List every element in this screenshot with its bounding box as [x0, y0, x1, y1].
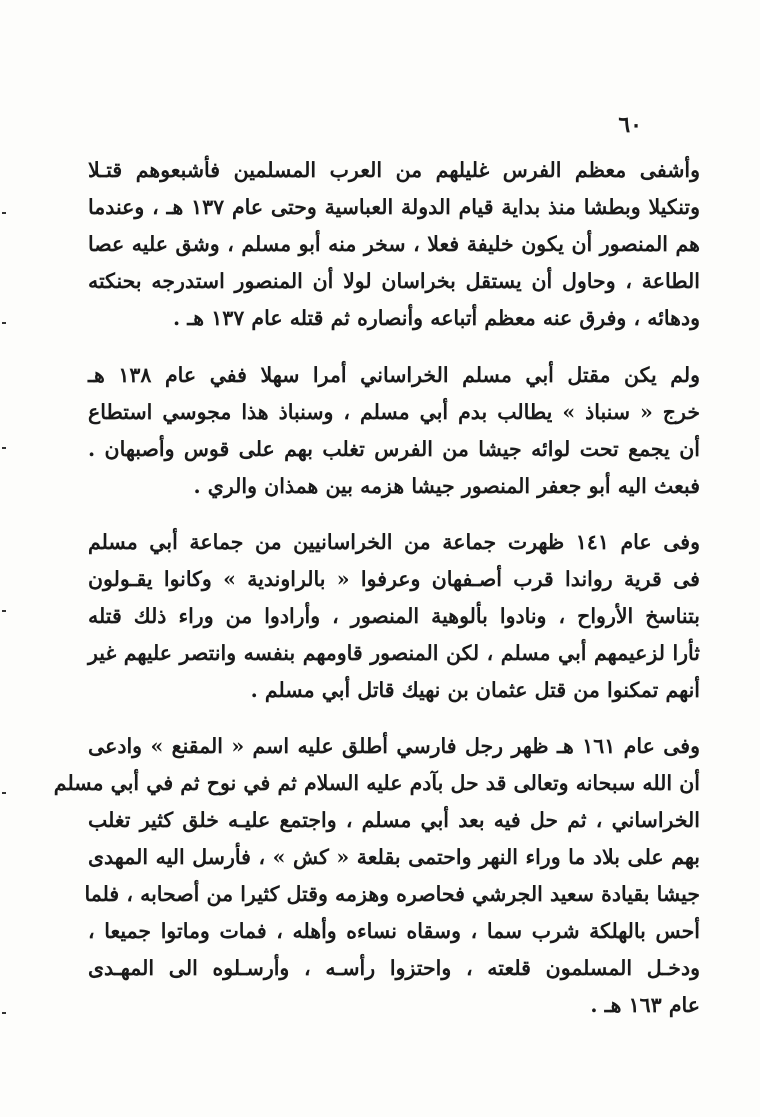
paragraph-2 — [88, 357, 700, 505]
scan-mark — [2, 610, 6, 612]
paragraph-line: ثأرا لزعيمهم أبي مسلم ، لكن المنصور قاومهم بنفسه وانتصر عليهم غير — [88, 641, 700, 665]
paragraph-line: الطاعة ، وحاول أن يستقل بخراسان لولا أن المنصور استدرجه بحنكته — [88, 269, 700, 293]
scan-mark — [2, 792, 6, 794]
scan-mark — [2, 1012, 6, 1014]
paragraph-line: الخراساني ، ثم حل فيه بعد أبي مسلم ، واجتمع عليـه خلق كثير تغلب — [88, 808, 700, 832]
paragraph-4 — [53, 728, 700, 1024]
paragraph-line: عام ١٦٣ هـ . — [590, 993, 700, 1017]
paragraph-line: فى قرية رواندا قرب أصـفهان وعرفوا « بالراوندية » وكانوا يقـولون — [88, 567, 700, 591]
paragraph-line: أن يجمع تحت لوائه جيشا من الفرس تغلب بهم على قوس وأصبهان . — [88, 437, 700, 461]
paragraph-line: أنهم تمكنوا من قتل عثمان بن نهيك قاتل أبي مسلم . — [250, 678, 700, 702]
paragraph-line: ودهائه ، وفرق عنه معظم أتباعه وأنصاره ثم قتله عام ١٣٧ هـ . — [172, 306, 700, 330]
paragraph-1 — [88, 152, 700, 337]
scan-mark — [2, 322, 6, 324]
paragraph-line: أحس بالهلكة شرب سما ، وسقاه نساءه وأهله ، فمات وماتوا جميعا ، — [88, 919, 700, 943]
paragraph-line: وتنكيلا وبطشا منذ بداية قيام الدولة العباسية وحتى عام ١٣٧ هـ ، وعندما — [88, 195, 700, 219]
paragraph-line: فبعث اليه أبو جعفر المنصور جيشا هزمه بين همذان والري . — [193, 474, 700, 498]
paragraph-line: بتناسخ الأرواح ، ونادوا بألوهية المنصور ، وأرادوا من وراء ذلك قتله — [88, 604, 700, 628]
scan-mark — [2, 212, 6, 214]
paragraph-line: ودخـل المسلمون قلعته ، واحتزوا رأسـه ، وأرسـلوه الى المهـدى — [88, 956, 700, 980]
paragraph-line: وفى عام ١٦١ هـ ظهر رجل فارسي أطلق عليه اسم « المقنع » وادعى — [88, 734, 700, 758]
page-number: ٦٠ — [618, 112, 642, 138]
paragraph-line: خرج « سنباذ » يطالب بدم أبي مسلم ، وسنباذ هذا مجوسي استطاع — [88, 400, 700, 424]
paragraph-3 — [88, 524, 700, 709]
paragraph-line: ولم يكن مقتل أبي مسلم الخراساني أمرا سهلا ففي عام ١٣٨ هـ — [88, 363, 700, 387]
paragraph-line: هم المنصور أن يكون خليفة فعلا ، سخر منه أبو مسلم ، وشق عليه عصا — [88, 232, 700, 256]
paragraph-line: أن الله سبحانه وتعالى قد حل بآدم عليه السلام ثم في نوح ثم في أبي مسلم — [53, 771, 700, 795]
paragraph-line: بهم على بلاد ما وراء النهر واحتمى بقلعة « كش » ، فأرسل اليه المهدى — [88, 845, 700, 869]
paragraph-line: وأشفى معظم الفرس غليلهم من العرب المسلمين فأشبعوهم قتـلا — [88, 158, 700, 182]
paragraph-line: وفى عام ١٤١ ظهرت جماعة من الخراسانيين من جماعة أبي مسلم — [88, 530, 700, 554]
scan-mark — [2, 447, 6, 449]
paragraph-line: جيشا بقيادة سعيد الجرشي فحاصره وهزمه وقتل كثيرا من أصحابه ، فلما — [84, 882, 700, 906]
